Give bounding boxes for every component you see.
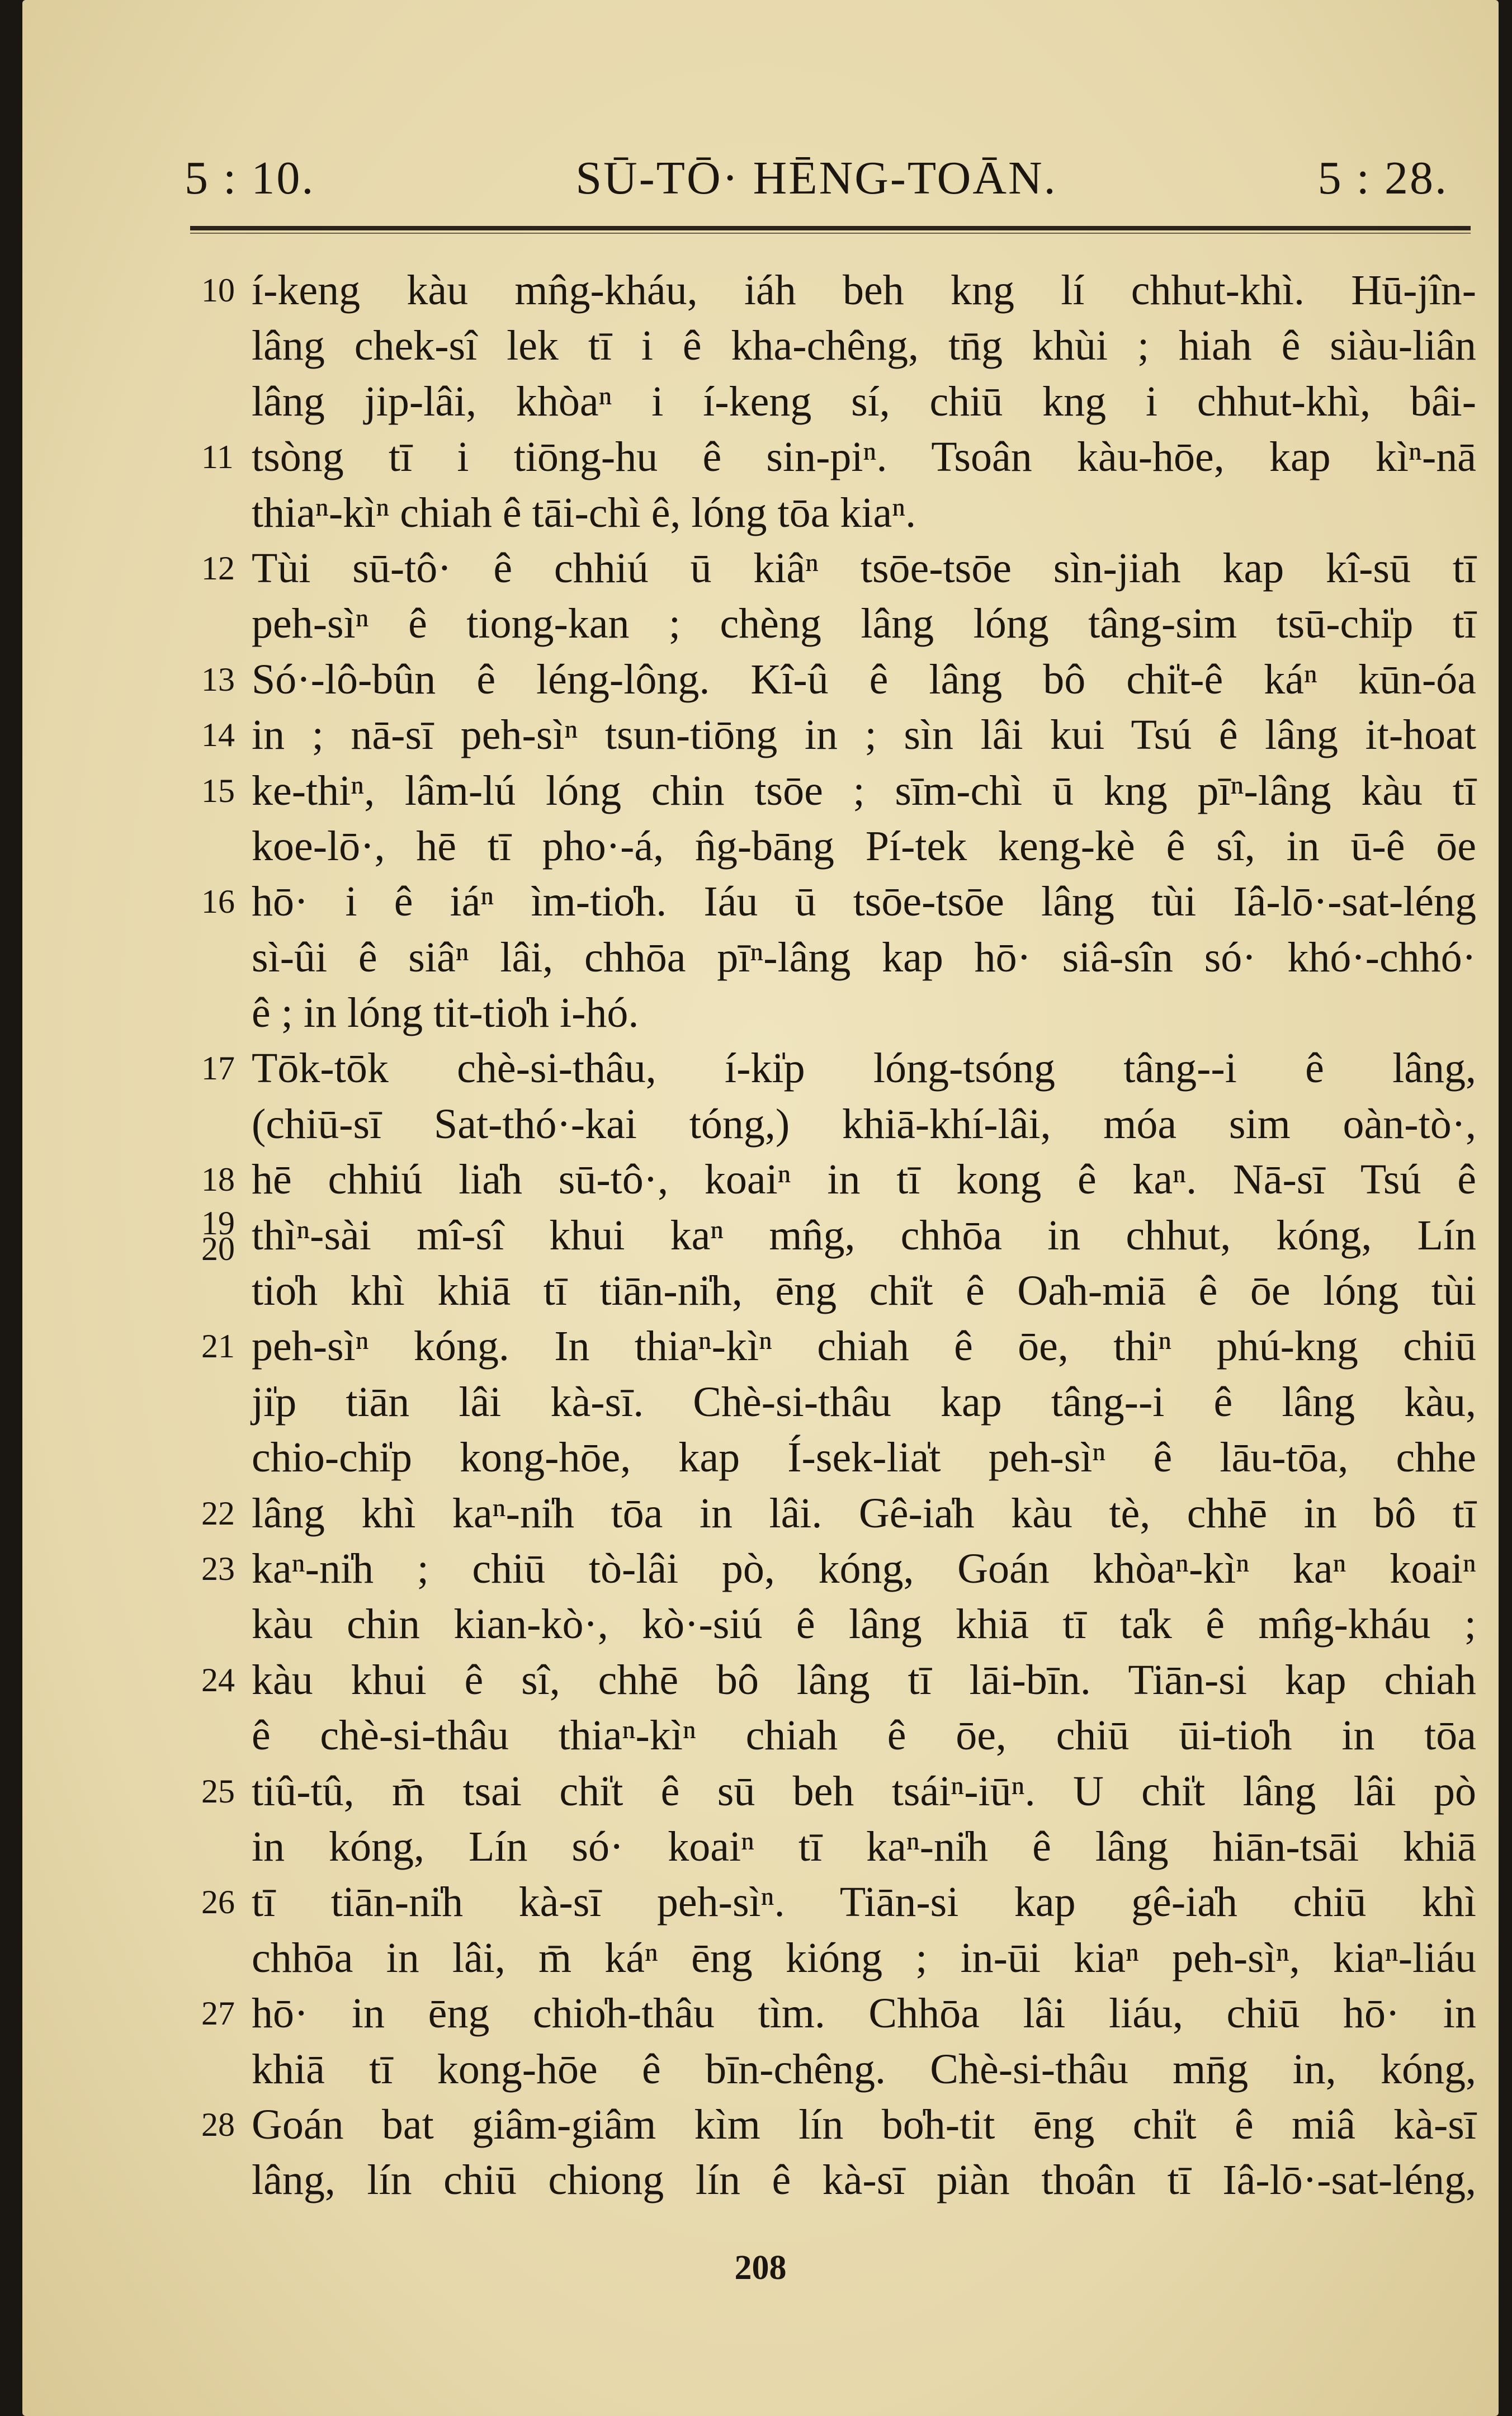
verse-number: 10 [201, 272, 235, 309]
line-text: hō· in ēng chio̍h-thâu tìm. Chhōa lâi liáu, chiū hō· in [252, 1990, 1476, 2037]
verse-number: 24 [201, 1661, 235, 1698]
line-text: Tōk-tōk chè-si-thâu, í-ki̍p lóng-tsóng tâng--i ê lâng, [252, 1045, 1476, 1092]
line-text: lâng chek-sî lek tī i ê kha-chêng, tn̄g khùi ; hiah ê siàu-liân [252, 322, 1476, 370]
text-line [190, 1597, 1476, 1652]
verse-number: 21 [201, 1328, 235, 1365]
text-line [190, 1931, 1476, 1986]
line-text: ê chè-si-thâu thiaⁿ-kìⁿ chiah ê ōe, chiū ūi-tio̍h in tōa [252, 1712, 1476, 1759]
verse-number: 22 [201, 1494, 235, 1532]
line-text: thiaⁿ-kìⁿ chiah ê tāi-chì ê, lóng tōa kiaⁿ. [252, 489, 916, 536]
text-line [190, 1541, 1476, 1597]
text-line [190, 1875, 1476, 1930]
line-text: ji̍p tiān lâi kà-sī. Chè-si-thâu kap tâng--i ê lâng kàu, [252, 1378, 1476, 1426]
text-line [190, 1263, 1476, 1319]
text-line [190, 1152, 1476, 1207]
line-text: peh-sìⁿ ê tiong-kan ; chèng lâng lóng tâng-sim tsū-chi̍p tī [252, 600, 1476, 648]
line-text: Tùi sū-tô· ê chhiú ū kiâⁿ tsōe-tsōe sìn-jiah kap kî-sū tī [252, 544, 1476, 592]
line-text: in kóng, Lín só· koaiⁿ tī kaⁿ-ni̍h ê lâng hiān-tsāi khiā [252, 1823, 1476, 1870]
text-line [190, 985, 1476, 1041]
text-line [190, 1319, 1476, 1374]
page-number: 208 [734, 2249, 787, 2287]
text-line [190, 318, 1476, 374]
verse-number: 18 [201, 1161, 235, 1198]
book-page [22, 0, 1499, 2416]
verse-number: 23 [201, 1550, 235, 1587]
line-text: Só·-lô-bûn ê léng-lông. Kî-û ê lâng bô chi̍t-ê káⁿ kūn-óa [252, 655, 1476, 703]
line-text: kaⁿ-ni̍h ; chiū tò-lâi pò, kóng, Goán khòaⁿ-kìⁿ kaⁿ koaiⁿ [252, 1545, 1476, 1592]
text-line [190, 874, 1476, 929]
text-line [190, 930, 1476, 985]
verse-number: 19 20 [201, 1204, 235, 1267]
text-line [190, 263, 1476, 318]
text-line [190, 1653, 1476, 1708]
line-text: tsòng tī i tiōng-hu ê sin-piⁿ. Tsoân kàu-hōe, kap kìⁿ-nā [252, 433, 1476, 481]
text-line [190, 1486, 1476, 1541]
text-line [190, 707, 1476, 763]
line-text: tio̍h khì khiā tī tiān-ni̍h, ēng chi̍t ê Oa̍h-miā ê ōe lóng tùi [252, 1267, 1476, 1315]
text-line [190, 819, 1476, 874]
text-line [190, 2153, 1476, 2208]
verse-number: 17 [201, 1050, 235, 1087]
line-text: sì-ûi ê siâⁿ lâi, chhōa pīⁿ-lâng kap hō· siâ-sîn só· khó·-chhó· [252, 933, 1476, 981]
verse-number: 28 [201, 2106, 235, 2143]
text-line [190, 541, 1476, 596]
text-line [190, 596, 1476, 652]
line-text: peh-sìⁿ kóng. In thiaⁿ-kìⁿ chiah ê ōe, thiⁿ phú-kng chiū [252, 1323, 1476, 1370]
line-text: Goán bat giâm-giâm kìm lín bo̍h-tit ēng chi̍t ê miâ kà-sī [252, 2101, 1476, 2148]
line-text: ke-thiⁿ, lâm-lú lóng chin tsōe ; sīm-chì ū kng pīⁿ-lâng kàu tī [252, 767, 1476, 814]
line-text: chio-chi̍p kong-hōe, kap Í-sek-lia̍t peh-sìⁿ ê lāu-tōa, chhe [252, 1434, 1476, 1481]
line-text: lâng jip-lâi, khòaⁿ i í-keng sí, chiū kng i chhut-khì, bâi- [252, 378, 1476, 425]
text-line [190, 2042, 1476, 2097]
text-line [190, 485, 1476, 541]
text-line [190, 652, 1476, 707]
line-text: tī tiān-ni̍h kà-sī peh-sìⁿ. Tiān-si kap gê-ia̍h chiū khì [252, 1879, 1476, 1926]
text-line [190, 1041, 1476, 1096]
text-line [190, 1819, 1476, 1875]
line-text: in ; nā-sī peh-sìⁿ tsun-tiōng in ; sìn lâi kui Tsú ê lâng it-hoat [252, 711, 1476, 759]
header-rule-thin [190, 233, 1471, 234]
line-text: í-keng kàu mn̂g-kháu, iáh beh kng lí chhut-khì. Hū-jîn- [252, 267, 1476, 314]
text-line [190, 1764, 1476, 1819]
line-text: kàu khui ê sî, chhē bô lâng tī lāi-bīn. Tiān-si kap chiah [252, 1656, 1476, 1704]
line-text: thìⁿ-sài mî-sî khui kaⁿ mn̂g, chhōa in chhut, kóng, Lín [252, 1211, 1476, 1259]
line-text: kàu chin kian-kò·, kò·-siú ê lâng khiā tī ta̍k ê mn̂g-kháu ; [252, 1601, 1476, 1648]
verse-number: 16 [201, 883, 235, 921]
text-line [190, 763, 1476, 819]
line-text: hō· i ê iáⁿ ìm-tio̍h. Iáu ū tsōe-tsōe lâng tùi Iâ-lō·-sat-léng [252, 878, 1476, 926]
verse-number: 13 [201, 660, 235, 698]
header-rule [190, 226, 1471, 230]
header-chapter-start: 5 : 10. [185, 152, 315, 204]
verse-number: 15 [201, 772, 235, 809]
header-chapter-end: 5 : 28. [1317, 152, 1448, 204]
text-line [190, 1986, 1476, 2041]
line-text: (chiū-sī Sat-thó·-kai tóng,) khiā-khí-lâi, móa sim oàn-tò·, [252, 1100, 1476, 1148]
line-text: koe-lō·, hē tī pho·-á, n̂g-bāng Pí-tek keng-kè ê sî, in ū-ê ōe [252, 822, 1476, 870]
text-line [190, 1097, 1476, 1152]
line-text: ê ; in lóng tit-tio̍h i-hó. [252, 989, 639, 1037]
line-text: tiû-tû, m̄ tsai chi̍t ê sū beh tsáiⁿ-iūⁿ. U chi̍t lâng lâi pò [252, 1767, 1476, 1815]
verse-number: 12 [201, 549, 235, 587]
verse-number: 14 [201, 716, 235, 754]
text-line [190, 1708, 1476, 1763]
text-line [190, 2097, 1476, 2153]
verse-number: 25 [201, 1772, 235, 1810]
line-text: hē chhiú lia̍h sū-tô·, koaiⁿ in tī kong ê kaⁿ. Nā-sī Tsú ê [252, 1156, 1476, 1204]
text-body [190, 263, 1476, 2209]
verse-number: 11 [201, 438, 234, 476]
header-book-title: SŪ-TŌ· HĒNG-TOĀN. [575, 152, 1057, 204]
line-text: khiā tī kong-hōe ê bīn-chêng. Chè-si-thâu mn̄g in, kóng, [252, 2045, 1476, 2093]
text-line [190, 1375, 1476, 1430]
text-line [190, 1430, 1476, 1485]
line-text: lâng, lín chiū chiong lín ê kà-sī piàn thoân tī Iâ-lō·-sat-léng, [252, 2157, 1476, 2204]
text-line [190, 430, 1476, 485]
running-header [185, 151, 1448, 213]
line-text: chhōa in lâi, m̄ káⁿ ēng kióng ; in-ūi kiaⁿ peh-sìⁿ, kiaⁿ-liáu [252, 1934, 1476, 1981]
text-line [190, 1204, 1476, 1267]
verse-number: 26 [201, 1884, 235, 1921]
text-line [190, 374, 1476, 430]
verse-number: 27 [201, 1995, 235, 2032]
line-text: lâng khì kaⁿ-ni̍h tōa in lâi. Gê-ia̍h kàu tè, chhē in bô tī [252, 1489, 1476, 1537]
